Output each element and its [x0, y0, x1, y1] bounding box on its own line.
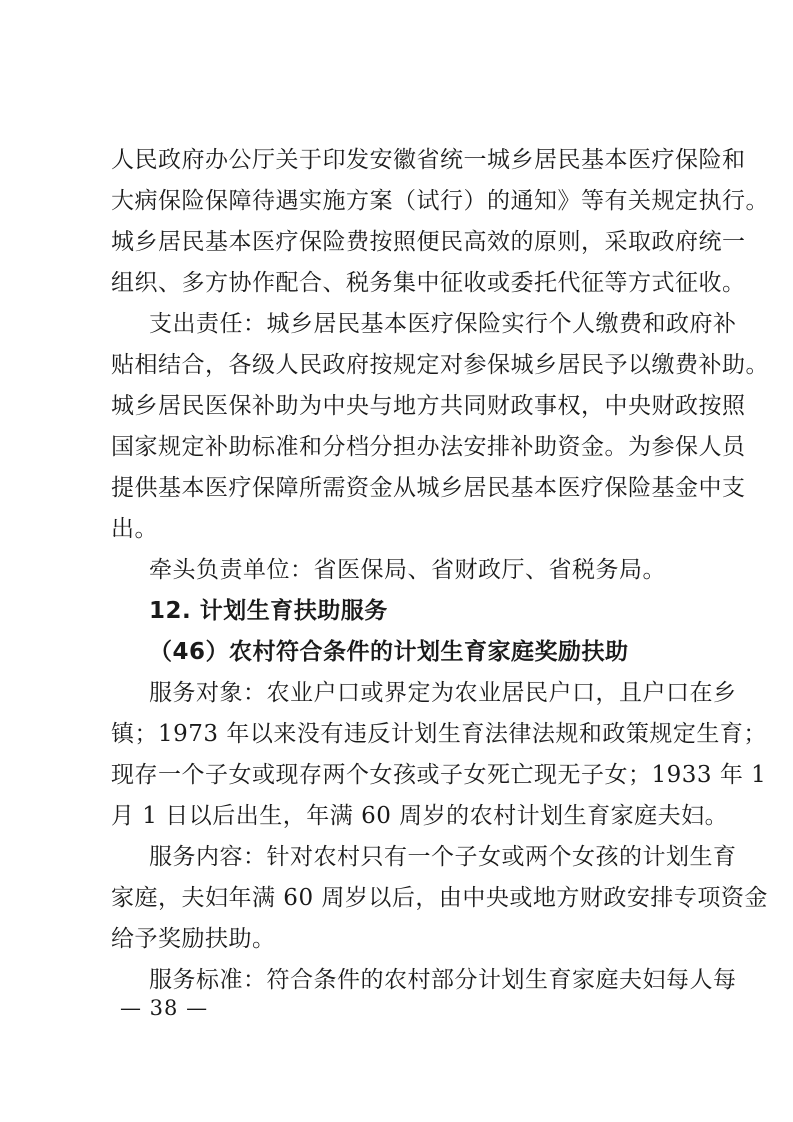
text-line: 贴相结合，各级人民政府按规定对参保城乡居民予以缴费补助。 [111, 352, 769, 378]
text-line: 镇；1973 年以来没有违反计划生育法律法规和政策规定生育； [111, 721, 767, 747]
page-number: — 38 — [120, 996, 209, 1020]
subsection-heading: （46）农村符合条件的计划生育家庭奖励扶助 [149, 639, 629, 665]
text-line: 服务内容：针对农村只有一个子女或两个女孩的计划生育 [149, 844, 737, 870]
text-line: 月 1 日以后出生，年满 60 周岁的农村计划生育家庭夫妇。 [111, 803, 729, 829]
text-line: 组织、多方协作配合、税务集中征收或委托代征等方式征收。 [111, 270, 746, 296]
text-line: 城乡居民基本医疗保险费按照便民高效的原则，采取政府统一 [111, 229, 746, 255]
text-line: 服务对象：农业户口或界定为农业居民户口，且户口在乡 [149, 680, 737, 706]
section-heading: 12. 计划生育扶助服务 [149, 598, 388, 624]
text-line: 给予奖励扶助。 [111, 926, 276, 952]
text-line: 现存一个子女或现存两个女孩或子女死亡现无子女；1933 年 1 [111, 762, 767, 788]
text-line: 提供基本医疗保障所需资金从城乡居民基本医疗保险基金中支 [111, 475, 746, 501]
text-line: 城乡居民医保补助为中央与地方共同财政事权，中央财政按照 [111, 393, 746, 419]
text-line: 国家规定补助标准和分档分担办法安排补助资金。为参保人员 [111, 434, 746, 460]
text-line: 出。 [111, 516, 158, 542]
text-line: 支出责任：城乡居民基本医疗保险实行个人缴费和政府补 [149, 311, 737, 337]
text-line: 服务标准：符合条件的农村部分计划生育家庭夫妇每人每 [149, 967, 737, 993]
text-line: 人民政府办公厅关于印发安徽省统一城乡居民基本医疗保险和 [111, 147, 746, 173]
text-line: 大病保险保障待遇实施方案（试行）的通知》等有关规定执行。 [111, 188, 769, 214]
text-line: 牵头负责单位：省医保局、省财政厅、省税务局。 [149, 557, 666, 583]
text-line: 家庭，夫妇年满 60 周岁以后，由中央或地方财政安排专项资金 [111, 885, 768, 911]
